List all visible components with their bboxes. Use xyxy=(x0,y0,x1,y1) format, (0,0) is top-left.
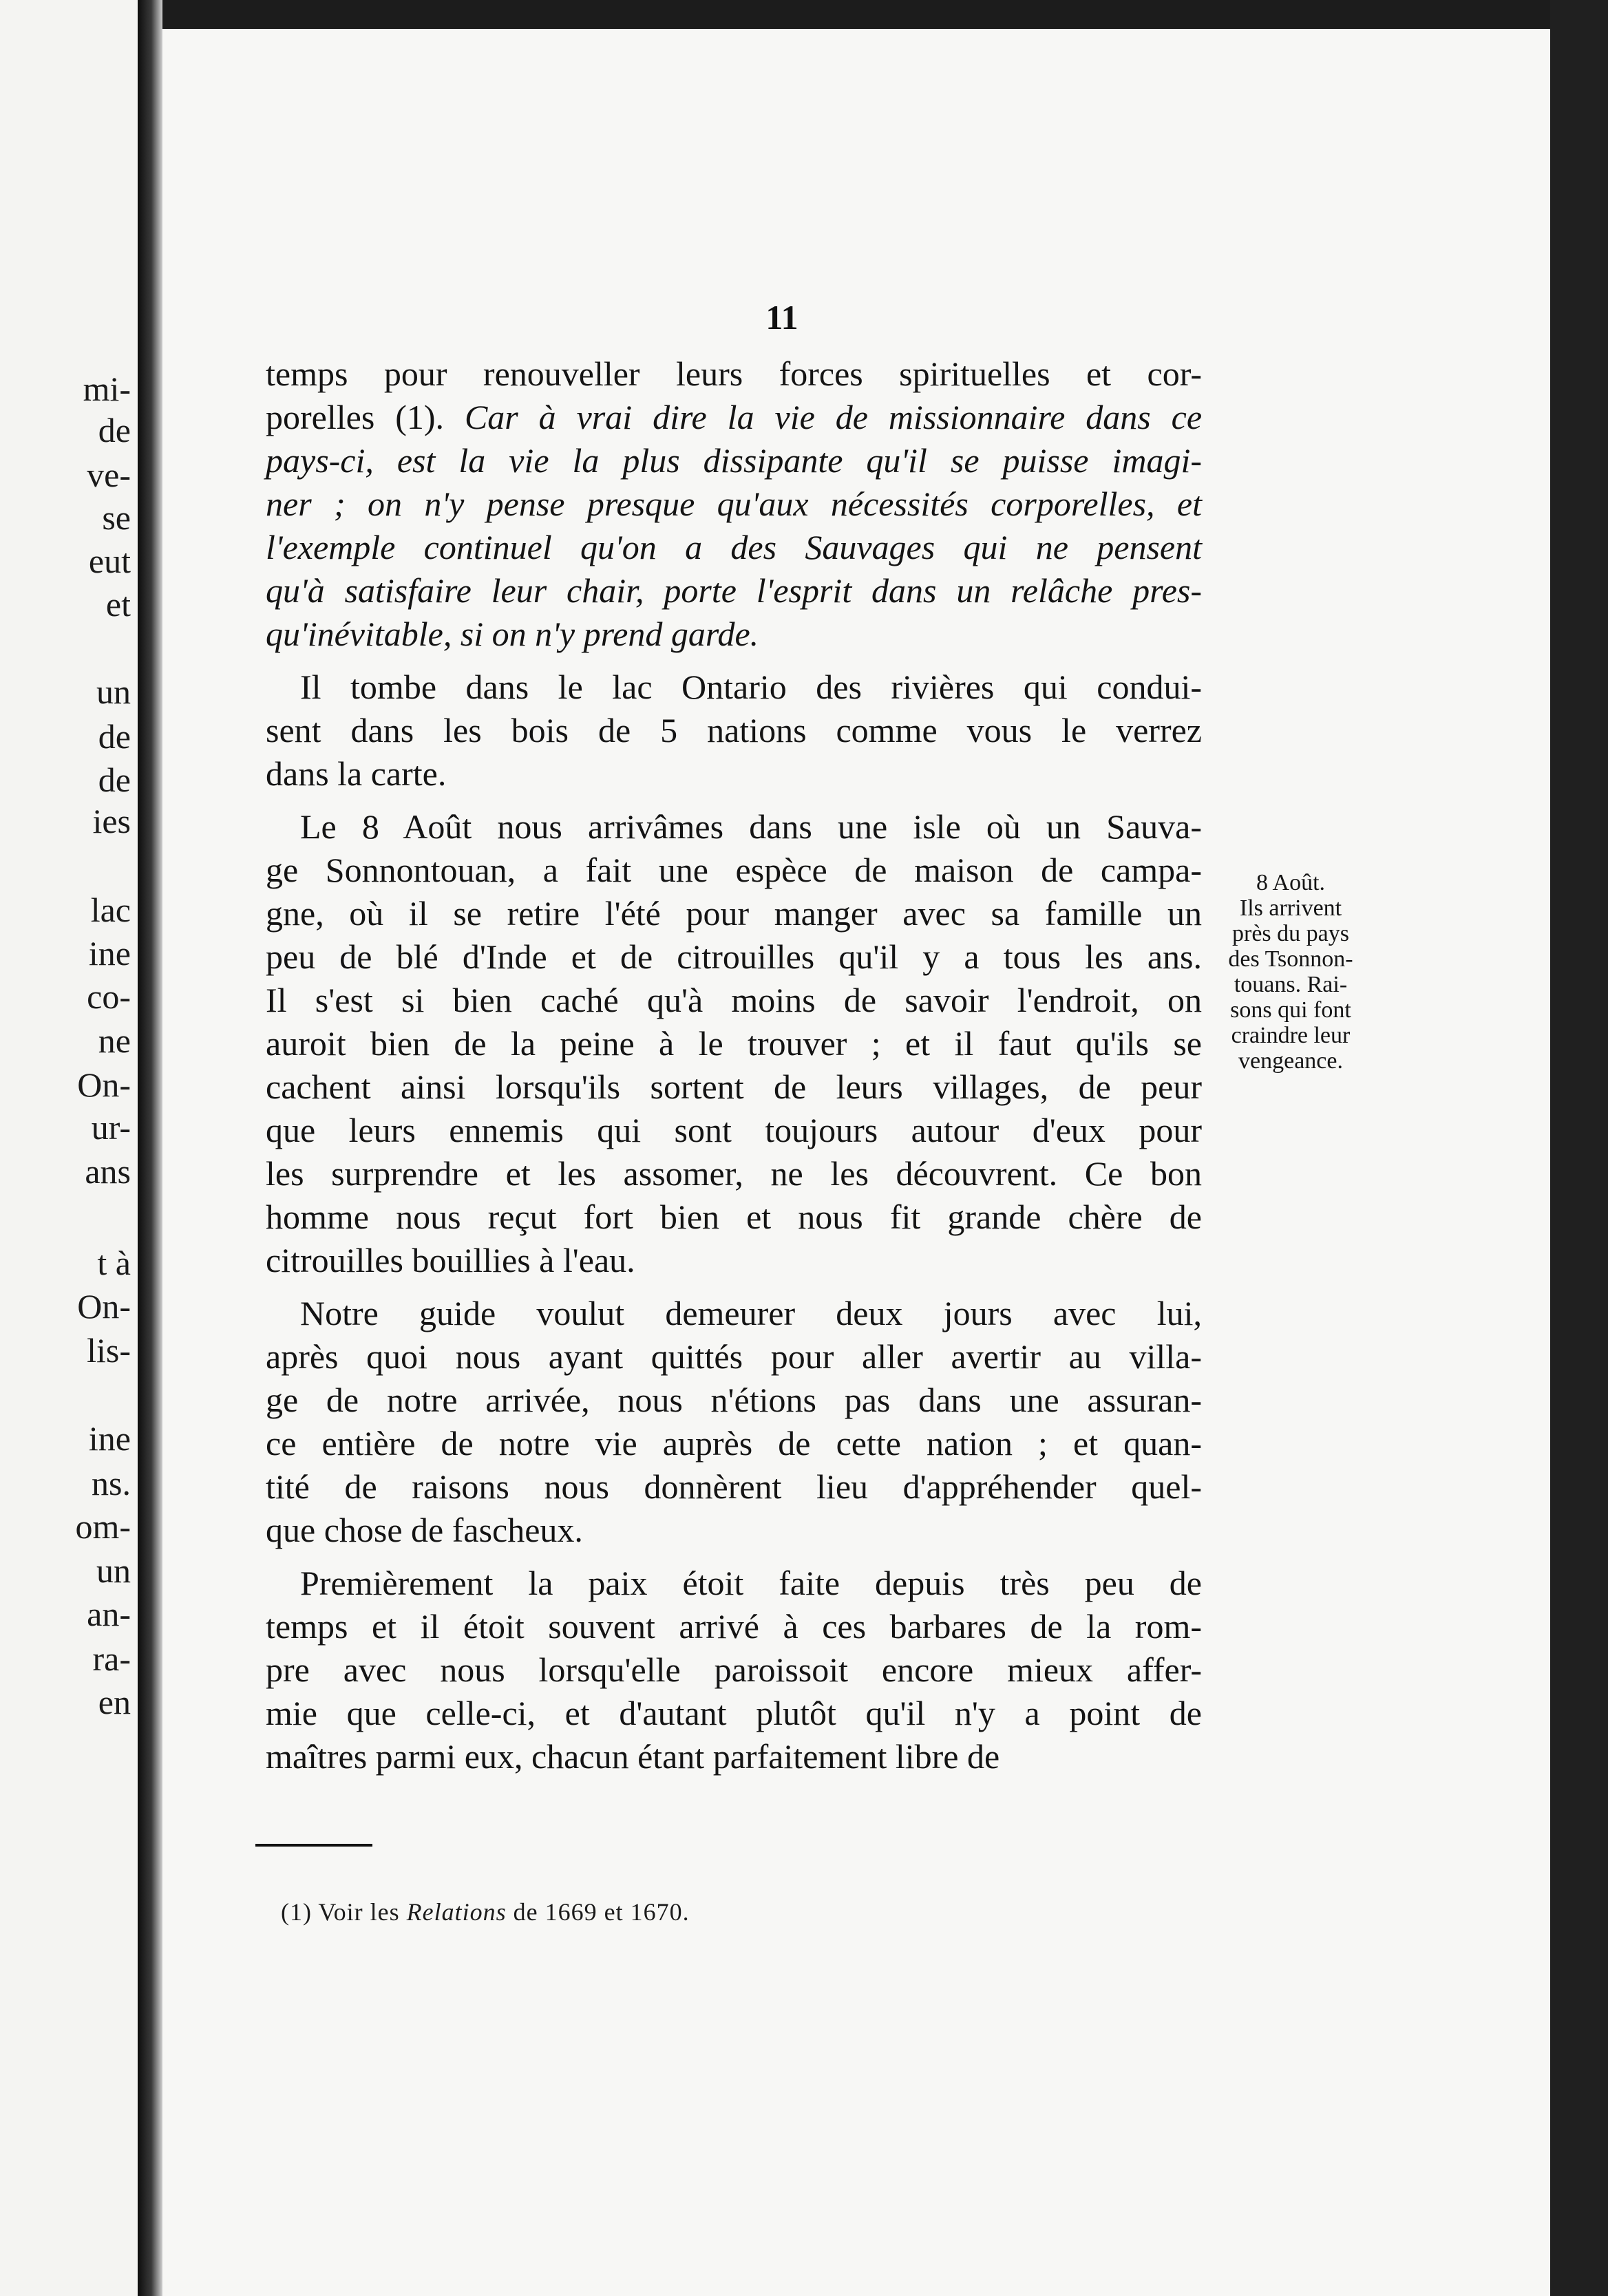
text-line xyxy=(266,482,1202,526)
margin-note-line: près du pays xyxy=(1232,921,1349,946)
text-line xyxy=(266,1379,1202,1422)
text-line xyxy=(266,1022,1202,1065)
text-line xyxy=(266,1195,1202,1239)
left-page-fragment: de xyxy=(98,717,131,756)
text-run: mie que celle-ci, et d'autant plutôt qu'il n'y a point de xyxy=(266,1694,1202,1732)
text-line xyxy=(266,1692,1202,1735)
left-page-fragment: se xyxy=(102,498,131,537)
page-gutter xyxy=(138,0,162,2296)
text-line xyxy=(266,1109,1202,1152)
text-line xyxy=(266,666,1202,709)
left-page-fragment: ies xyxy=(92,802,131,840)
text-run: Il s'est si bien caché qu'à moins de savoir l'endroit, on xyxy=(266,981,1202,1019)
text-run: ce entière de notre vie auprès de cette nation ; et quan- xyxy=(266,1424,1202,1463)
text-line xyxy=(266,569,1202,613)
text-run: ge de notre arrivée, nous n'étions pas dans une assuran- xyxy=(266,1381,1202,1419)
left-page-fragment: On- xyxy=(77,1065,131,1104)
left-page-fragment: ine xyxy=(88,934,131,972)
left-page-fragment: an- xyxy=(87,1595,131,1633)
left-page-fragment: ns. xyxy=(92,1464,131,1502)
italic-run: qu'inévitable, si on n'y prend garde. xyxy=(266,615,759,653)
text-run: Premièrement la paix étoit faite depuis très peu de xyxy=(300,1564,1202,1602)
text-line xyxy=(266,1648,1202,1692)
left-page-fragment: om- xyxy=(75,1507,131,1546)
left-page-fragment: lac xyxy=(90,891,131,929)
footnote xyxy=(281,1898,690,1926)
left-page-fragment: et xyxy=(105,585,131,624)
paragraph xyxy=(266,1562,1202,1778)
text-run: porelles (1). xyxy=(266,398,465,436)
left-facing-page xyxy=(0,0,138,2296)
left-page-fragment: ur- xyxy=(91,1108,131,1147)
body-text xyxy=(266,352,1202,1778)
left-page-fragment: ans xyxy=(85,1152,131,1191)
text-run: sent dans les bois de 5 nations comme vous le verrez xyxy=(266,711,1202,750)
text-line xyxy=(266,805,1202,849)
text-line xyxy=(266,1735,1202,1778)
text-line xyxy=(266,1562,1202,1605)
text-run: tité de raisons nous donnèrent lieu d'appréhender quel- xyxy=(266,1467,1202,1506)
margin-note-line: Ils arrivent xyxy=(1239,895,1342,921)
text-line xyxy=(266,1509,1202,1552)
text-line xyxy=(266,752,1202,796)
left-page-fragment: eut xyxy=(88,542,131,580)
margin-note-line: vengeance. xyxy=(1238,1048,1343,1074)
text-run: temps pour renouveller leurs forces spirituelles et cor- xyxy=(266,354,1202,393)
text-run: cachent ainsi lorsqu'ils sortent de leurs villages, de peur xyxy=(266,1067,1202,1106)
text-line xyxy=(266,979,1202,1022)
scan-top-border xyxy=(0,0,1608,29)
margin-note-line: craindre leur xyxy=(1231,1023,1351,1048)
text-line xyxy=(266,1065,1202,1109)
text-run: citrouilles bouillies à l'eau. xyxy=(266,1241,635,1279)
italic-run: l'exemple continuel qu'on a des Sauvages qui ne pensent xyxy=(266,528,1202,566)
text-line xyxy=(266,439,1202,482)
left-page-fragment: t à xyxy=(97,1244,131,1282)
italic-run: ner ; on n'y pense presque qu'aux nécessités corporelles, et xyxy=(266,485,1202,523)
paragraph xyxy=(266,1292,1202,1552)
page-number: 11 xyxy=(765,298,798,337)
text-run: les surprendre et les assomer, ne les découvrent. Ce bon xyxy=(266,1154,1202,1193)
margin-note-line: 8 Août. xyxy=(1256,870,1326,895)
footnote-italic: Relations xyxy=(406,1898,507,1926)
left-page-fragment: ve- xyxy=(87,456,131,494)
left-page-fragment: ine xyxy=(88,1419,131,1458)
text-run: maîtres parmi eux, chacun étant parfaitement libre de xyxy=(266,1737,1000,1776)
scan-right-border xyxy=(1550,0,1608,2296)
text-line xyxy=(266,613,1202,656)
left-page-fragment: ra- xyxy=(92,1639,131,1678)
footnote-prefix: (1) Voir les xyxy=(281,1898,407,1926)
text-run: temps et il étoit souvent arrivé à ces barbares de la rom- xyxy=(266,1607,1202,1646)
text-run: gne, où il se retire l'été pour manger avec sa famille un xyxy=(266,894,1202,933)
left-page-fragment: de xyxy=(98,411,131,449)
left-page-fragment: un xyxy=(96,1551,131,1590)
paragraph xyxy=(266,352,1202,656)
text-run: Le 8 Août nous arrivâmes dans une isle où un Sauva- xyxy=(300,807,1202,846)
italic-run: Car à vrai dire la vie de missionnaire dans ce xyxy=(464,398,1203,436)
italic-run: pays-ci, est la vie la plus dissipante qu'il se puisse imagi- xyxy=(266,441,1202,480)
left-page-fragment: en xyxy=(98,1683,131,1721)
left-page-fragment: ne xyxy=(98,1021,131,1060)
text-run: dans la carte. xyxy=(266,754,447,793)
text-line xyxy=(266,1292,1202,1335)
text-line xyxy=(266,892,1202,935)
paragraph xyxy=(266,666,1202,796)
text-line xyxy=(266,352,1202,396)
text-run: peu de blé d'Inde et de citrouilles qu'il y a tous les ans. xyxy=(266,937,1202,976)
text-run: homme nous reçut fort bien et nous fit grande chère de xyxy=(266,1198,1202,1236)
text-line xyxy=(266,396,1202,439)
footnote-suffix: de 1669 et 1670. xyxy=(506,1898,690,1926)
text-line xyxy=(266,849,1202,892)
text-run: auroit bien de la peine à le trouver ; et il faut qu'ils se xyxy=(266,1024,1202,1063)
text-line xyxy=(266,1422,1202,1465)
left-page-fragment: mi- xyxy=(83,370,131,408)
text-line xyxy=(266,526,1202,569)
margin-note-line: touans. Rai- xyxy=(1234,972,1348,997)
text-run: pre avec nous lorsqu'elle paroissoit encore mieux affer- xyxy=(266,1650,1202,1689)
text-line xyxy=(266,1239,1202,1282)
margin-note xyxy=(1212,870,1370,1074)
text-line xyxy=(266,709,1202,752)
text-line xyxy=(266,935,1202,979)
margin-note-line: des Tsonnon- xyxy=(1228,946,1353,972)
text-run: que chose de fascheux. xyxy=(266,1511,583,1549)
left-page-fragment: un xyxy=(96,672,131,711)
text-line xyxy=(266,1152,1202,1195)
text-run: ge Sonnontouan, a fait une espèce de maison de campa- xyxy=(266,851,1202,889)
footnote-rule xyxy=(255,1844,372,1847)
left-page-fragment: de xyxy=(98,761,131,799)
text-line xyxy=(266,1335,1202,1379)
text-line xyxy=(266,1605,1202,1648)
left-page-fragment: co- xyxy=(87,977,131,1016)
text-run: Notre guide voulut demeurer deux jours avec lui, xyxy=(300,1294,1202,1332)
paragraph xyxy=(266,805,1202,1282)
main-page xyxy=(162,29,1550,2296)
text-run: après quoi nous ayant quittés pour aller avertir au villa- xyxy=(266,1337,1202,1376)
text-run: Il tombe dans le lac Ontario des rivières qui condui- xyxy=(300,668,1202,706)
italic-run: qu'à satisfaire leur chair, porte l'esprit dans un relâche pres- xyxy=(266,571,1202,610)
margin-note-line: sons qui font xyxy=(1230,997,1351,1023)
text-run: que leurs ennemis qui sont toujours autour d'eux pour xyxy=(266,1111,1202,1149)
left-page-fragment: On- xyxy=(77,1287,131,1326)
text-line xyxy=(266,1465,1202,1509)
left-page-fragment: lis- xyxy=(87,1331,131,1370)
